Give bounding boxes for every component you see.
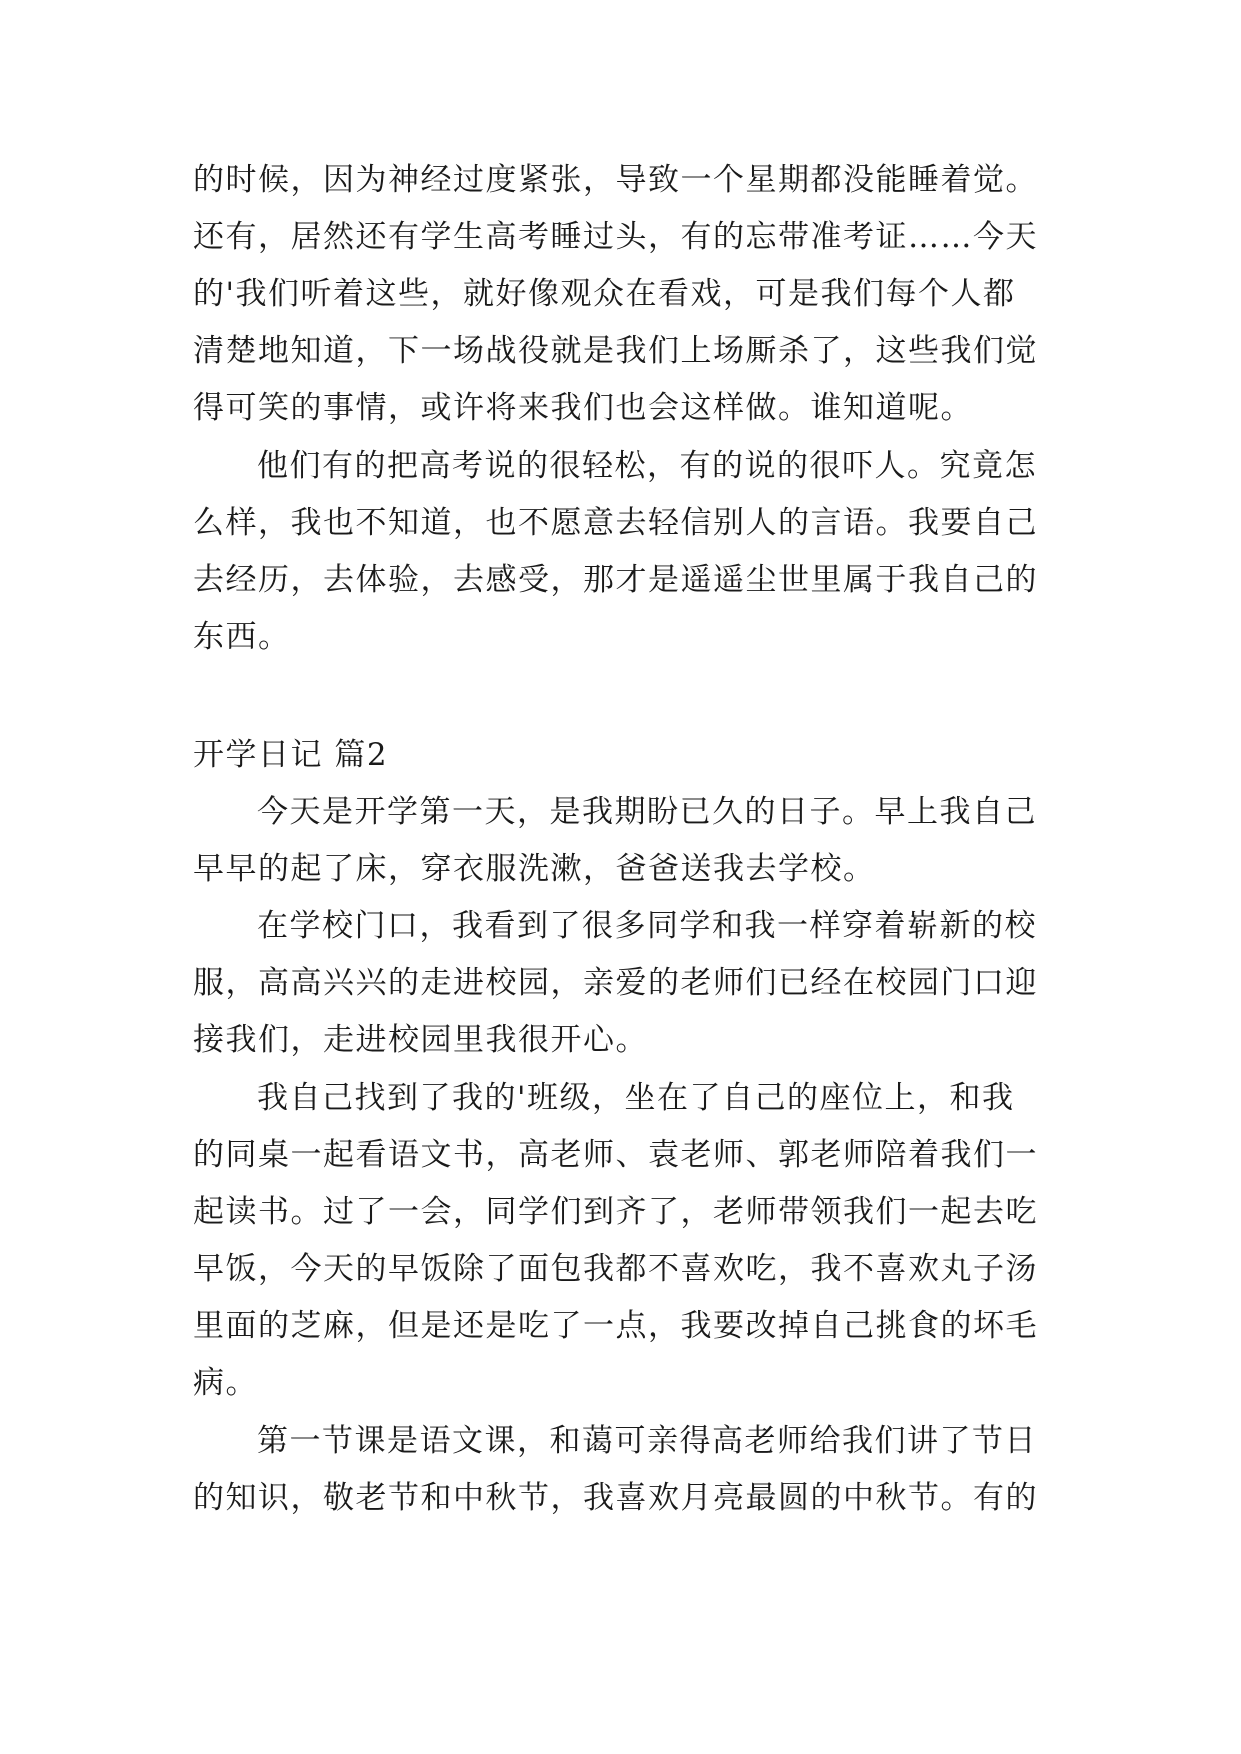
section-heading: 开学日记 篇2	[193, 737, 389, 773]
text-line: 早早的起了床，穿衣服洗漱，爸爸送我去学校。	[193, 851, 876, 887]
text-line: 里面的芝麻，但是还是吃了一点，我要改掉自己挑食的坏毛	[193, 1308, 1038, 1344]
text-line: 的知识，敬老节和中秋节，我喜欢月亮最圆的中秋节。有的	[193, 1480, 1038, 1516]
text-line: 的同桌一起看语文书，高老师、袁老师、郭老师陪着我们一	[193, 1137, 1038, 1173]
text-line: 东西。	[193, 619, 291, 655]
paragraph-start-line: 今天是开学第一天，是我期盼已久的日子。早上我自己	[257, 794, 1037, 830]
text-line: 的'我们听着这些，就好像观众在看戏，可是我们每个人都	[193, 276, 1016, 312]
text-line: 起读书。过了一会，同学们到齐了，老师带领我们一起去吃	[193, 1194, 1038, 1230]
paragraph-start-line: 我自己找到了我的'班级，坐在了自己的座位上，和我	[257, 1080, 1015, 1116]
text-line: 服，高高兴兴的走进校园，亲爱的老师们已经在校园门口迎	[193, 965, 1038, 1001]
paragraph-start-line: 在学校门口，我看到了很多同学和我一样穿着崭新的校	[257, 908, 1037, 944]
paragraph-start-line: 第一节课是语文课，和蔼可亲得高老师给我们讲了节日	[257, 1423, 1037, 1459]
paragraph-start-line: 他们有的把高考说的很轻松，有的说的很吓人。究竟怎	[257, 448, 1037, 484]
text-line: 还有，居然还有学生高考睡过头，有的忘带准考证……今天	[193, 219, 1038, 255]
text-line: 病。	[193, 1365, 258, 1401]
text-line: 早饭，今天的早饭除了面包我都不喜欢吃，我不喜欢丸子汤	[193, 1251, 1038, 1287]
text-line: 得可笑的事情，或许将来我们也会这样做。谁知道呢。	[193, 390, 973, 426]
text-line: 么样，我也不知道，也不愿意去轻信别人的言语。我要自己	[193, 505, 1038, 541]
text-line: 清楚地知道，下一场战役就是我们上场厮杀了，这些我们觉	[193, 333, 1038, 369]
text-line: 的时候，因为神经过度紧张，导致一个星期都没能睡着觉。	[193, 162, 1038, 198]
text-line: 接我们，走进校园里我很开心。	[193, 1022, 648, 1058]
text-line: 去经历，去体验，去感受，那才是遥遥尘世里属于我自己的	[193, 562, 1038, 598]
